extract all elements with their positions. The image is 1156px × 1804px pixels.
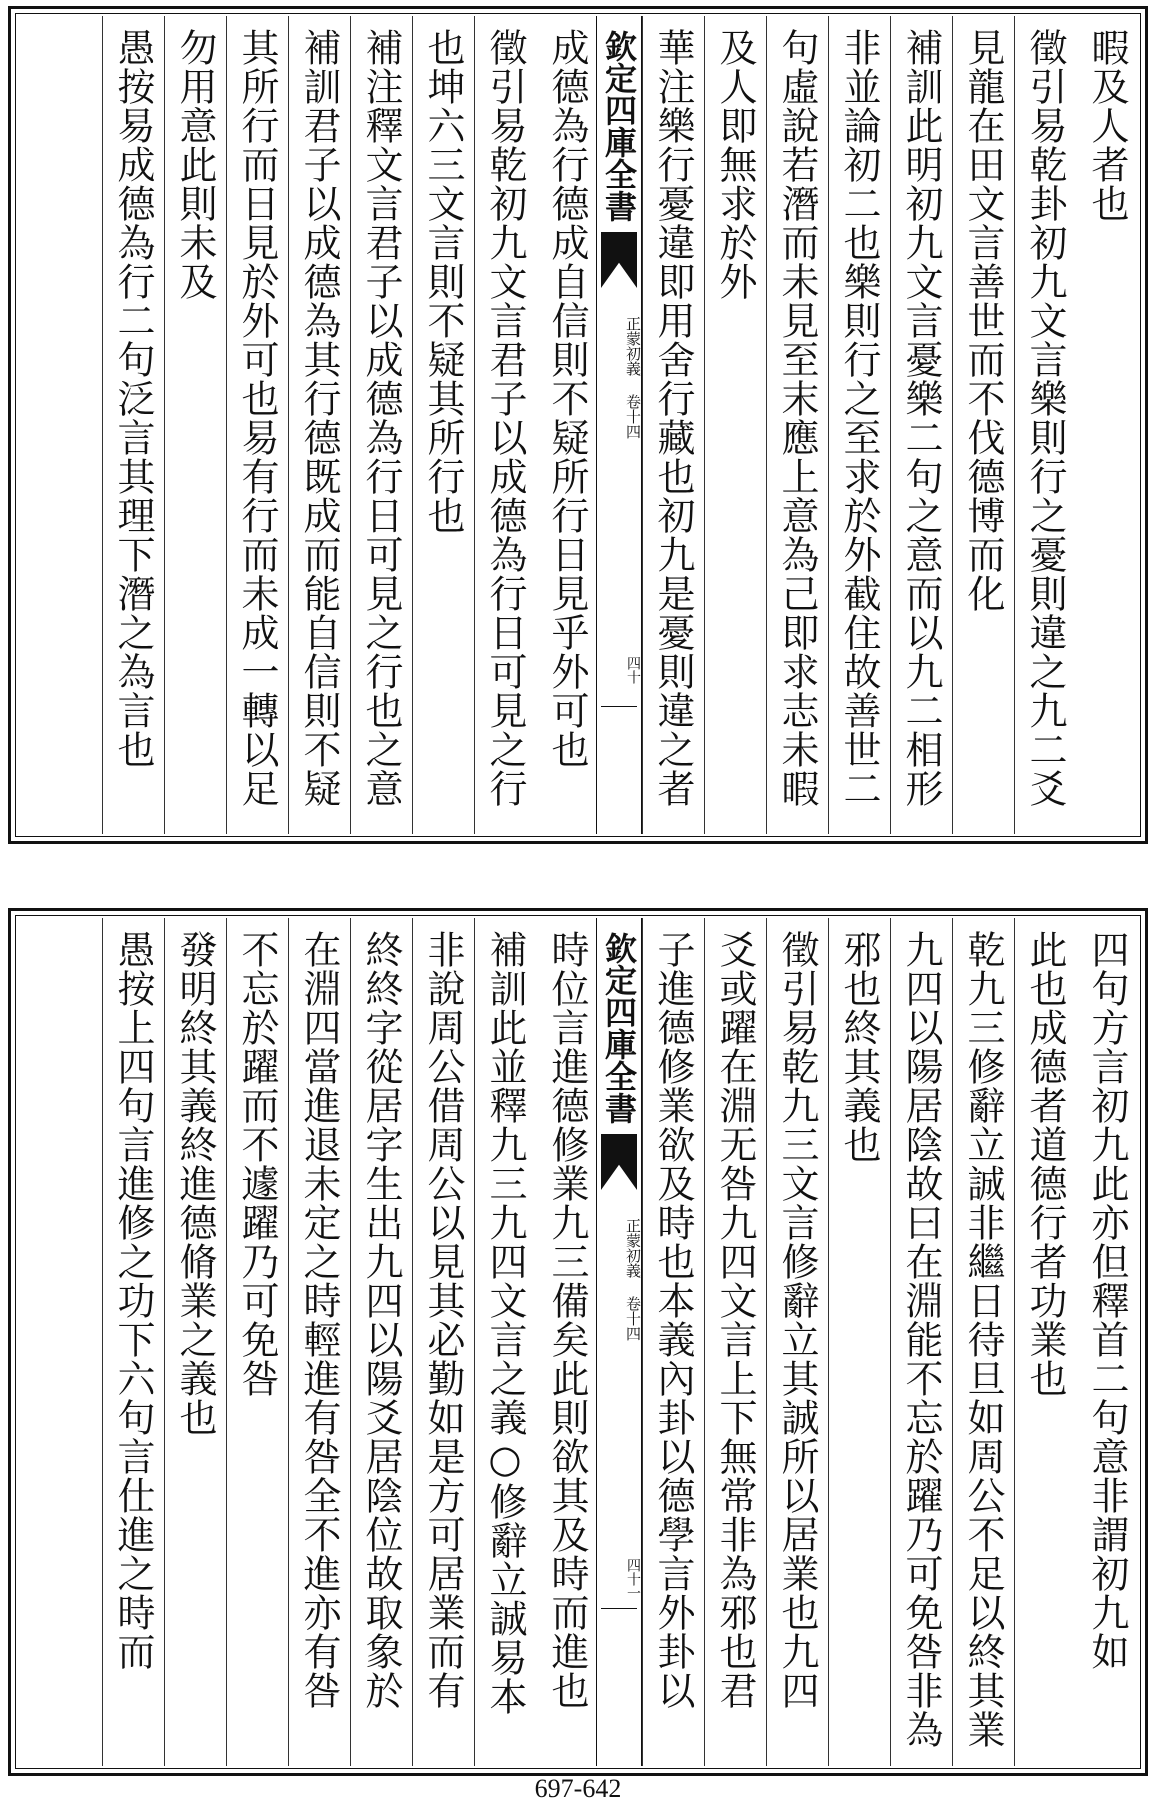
text-column: [226, 918, 288, 1766]
text-column: [288, 918, 350, 1766]
column-text: 徵引易乾卦初九文言樂則行之憂則違之九二爻: [1023, 28, 1067, 808]
column-text: 也坤六三文言則不疑其所行也: [421, 28, 465, 535]
text-columns: [18, 16, 1138, 834]
column-text: 時位言進德修業九三備矣此則欲其及時而進也: [545, 930, 589, 1710]
column-text: 非並論初二也樂則行之至求於外截住故善世二: [837, 28, 881, 808]
column-text: 愚按易成德為行二句泛言其理下潛之為言也: [111, 28, 155, 769]
page-number: 697-642: [534, 1774, 622, 1803]
text-column: [890, 16, 952, 834]
text-column: [164, 918, 226, 1766]
text-column: [704, 918, 766, 1766]
text-column: [828, 918, 890, 1766]
fish-tail-mark-icon: [601, 1134, 637, 1190]
text-column: [1076, 918, 1138, 1766]
text-columns: [18, 918, 1138, 1766]
text-column: [288, 16, 350, 834]
column-text: 子進德修業欲及時也本義內卦以德學言外卦以: [651, 930, 695, 1710]
collection-title: 欽定四庫全書: [600, 932, 638, 1124]
column-text: 此也成德者道德行者功業也: [1023, 930, 1067, 1398]
text-column: [412, 918, 474, 1766]
book-title: 正蒙初義 卷十四: [624, 1218, 642, 1341]
center-fold: [596, 16, 642, 834]
column-text: 成德為行德成自信則不疑所行日見乎外可也: [545, 28, 589, 769]
folio-number: 四十一: [625, 1558, 641, 1600]
column-text: 補訓君子以成德為其行德既成而能自信則不疑: [297, 28, 341, 808]
column-text: 補訓此並釋九三九四文言之義○修辭立誠易本: [483, 930, 527, 1716]
folio-rule: [601, 1608, 637, 1609]
text-column: [102, 918, 164, 1766]
center-fold: [596, 918, 642, 1766]
column-text: 補訓此明初九文言憂樂二句之意而以九二相形: [899, 28, 943, 808]
text-column: [952, 918, 1014, 1766]
text-column: [828, 16, 890, 834]
column-text: 愚按上四句言進修之功下六句言仕進之時而: [111, 930, 155, 1671]
text-column: [642, 16, 704, 834]
column-text: 邪也終其義也: [837, 930, 881, 1164]
text-column: [412, 16, 474, 834]
column-text: 終終字從居字生出九四以陽爻居陰位故取象於: [359, 930, 403, 1710]
fish-tail-mark-icon: [601, 232, 637, 288]
column-text: 暇及人者也: [1085, 28, 1129, 223]
column-text: 其所行而日見於外可也易有行而未成一轉以足: [235, 28, 279, 808]
column-text: 爻或躍在淵无咎九四文言上下無常非為邪也君: [713, 930, 757, 1710]
column-text: 徵引易乾九三文言修辭立其誠所以居業也九四: [775, 930, 819, 1710]
text-column: [536, 16, 598, 834]
column-text: 勿用意此則未及: [173, 28, 217, 301]
book-title: 正蒙初義 卷十四: [624, 316, 642, 439]
column-text: 發明終其義終進德脩業之義也: [173, 930, 217, 1437]
column-text: 乾九三修辭立誠非繼日待旦如周公不足以終其業: [961, 930, 1005, 1749]
text-column: [766, 918, 828, 1766]
collection-title: 欽定四庫全書: [600, 30, 638, 222]
text-column: [474, 918, 536, 1766]
column-text: 見龍在田文言善世而不伐德博而化: [961, 28, 1005, 613]
column-text: 四句方言初九此亦但釋首二句意非謂初九如: [1085, 930, 1129, 1671]
text-column: [536, 918, 598, 1766]
text-column: [226, 16, 288, 834]
column-text: 句虛說若潛而未見至末應上意為己即求志未暇: [775, 28, 819, 808]
text-column: [642, 918, 704, 1766]
folio-number: 四十: [625, 656, 641, 684]
column-text: 在淵四當進退未定之時輕進有咎全不進亦有咎: [297, 930, 341, 1710]
column-text: 徵引易乾初九文言君子以成德為行日可見之行: [483, 28, 527, 808]
column-text: 九四以陽居陰故曰在淵能不忘於躍乃可免咎非為: [899, 930, 943, 1749]
text-column: [1014, 918, 1076, 1766]
upper-page: [8, 6, 1148, 844]
text-column: [350, 16, 412, 834]
folio-rule: [601, 706, 637, 707]
column-text: 補注釋文言君子以成德為行日可見之行也之意: [359, 28, 403, 808]
column-text: 非說周公借周公以見其必勤如是方可居業而有: [421, 930, 465, 1710]
column-text: 不忘於躍而不遽躍乃可免咎: [235, 930, 279, 1398]
text-column: [164, 16, 226, 834]
text-column: [1076, 16, 1138, 834]
lower-page: [8, 908, 1148, 1776]
text-column: [890, 918, 952, 1766]
text-column: [766, 16, 828, 834]
text-column: [350, 918, 412, 1766]
text-column: [704, 16, 766, 834]
text-column: [102, 16, 164, 834]
column-text: 華注樂行憂違即用舍行藏也初九是憂則違之者: [651, 28, 695, 808]
text-column: [474, 16, 536, 834]
text-column: [952, 16, 1014, 834]
column-text: 及人即無求於外: [713, 28, 757, 301]
text-column: [1014, 16, 1076, 834]
